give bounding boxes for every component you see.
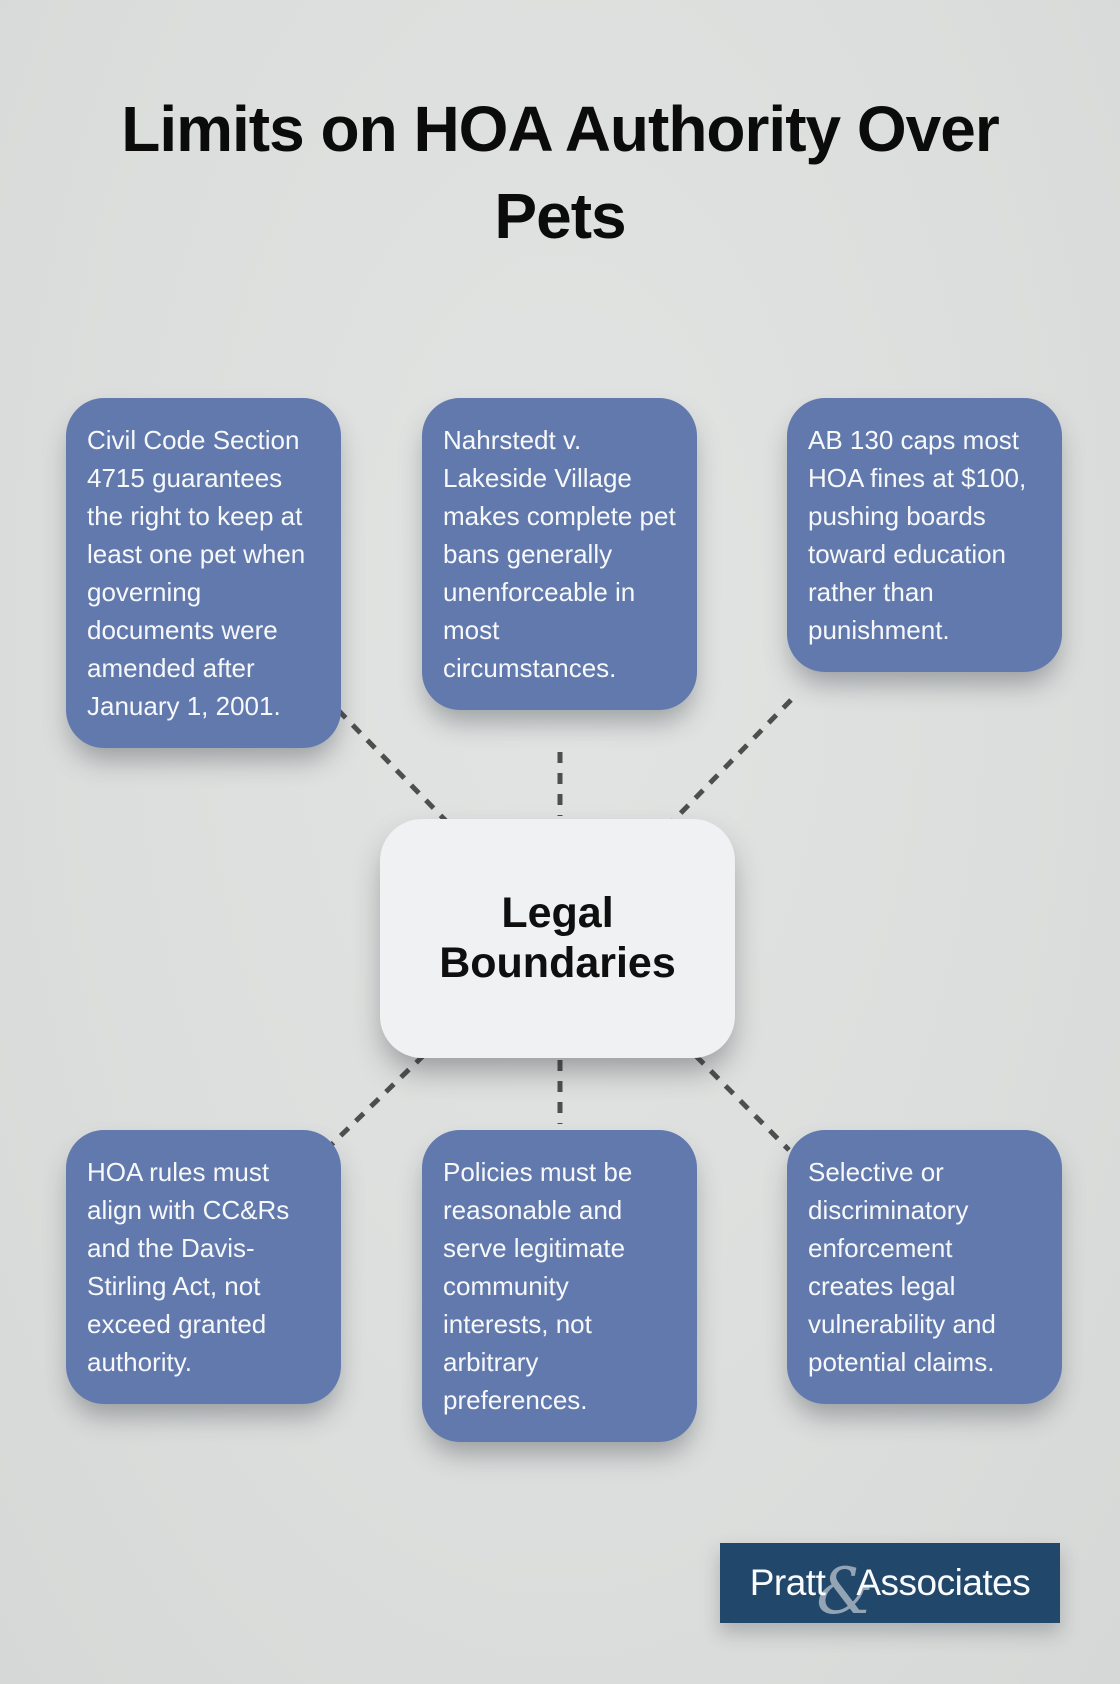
- center-node-label: Legal Boundaries: [439, 889, 676, 987]
- node-selective-text: Selective or discriminatory enforcement creates legal vulnerability and potential claims.: [808, 1157, 996, 1377]
- node-ccrs-davis-stirling: [66, 1130, 341, 1404]
- center-node-legal-boundaries: [380, 819, 735, 1058]
- node-nahrstedt-case: [422, 398, 697, 710]
- node-ab130-text: AB 130 caps most HOA fines at $100, pushing boards toward education rather than punishment.: [808, 425, 1027, 645]
- connector-top-right: [672, 700, 791, 822]
- connector-top-left: [338, 710, 447, 822]
- node-reasonable-text: Policies must be reasonable and serve legitimate community interests, not arbitrary preferences.: [443, 1157, 633, 1415]
- node-ab130-fines: [787, 398, 1062, 672]
- connector-bottom-right: [696, 1056, 789, 1150]
- node-civil-code-4715: [66, 398, 341, 748]
- node-civil-code-text: Civil Code Section 4715 guarantees the right to keep at least one pet when governing documents were amended after January 1, 2001.: [87, 425, 306, 721]
- node-nahrstedt-text: Nahrstedt v. Lakeside Village makes complete pet bans generally unenforceable in most circumstances.: [443, 425, 676, 683]
- node-reasonable-policies: [422, 1130, 697, 1442]
- logo-pratt-associates: Pratt & Associates: [720, 1543, 1060, 1623]
- connector-bottom-left: [330, 1055, 424, 1146]
- logo-word-associates: Associates: [856, 1562, 1031, 1603]
- page-title: Limits on HOA Authority Over Pets: [121, 93, 999, 253]
- node-selective-enforcement: [787, 1130, 1062, 1404]
- node-ccrs-text: HOA rules must align with CC&Rs and the Davis-Stirling Act, not exceed granted authority.: [87, 1157, 290, 1377]
- logo-word-pratt: Pratt: [749, 1562, 826, 1603]
